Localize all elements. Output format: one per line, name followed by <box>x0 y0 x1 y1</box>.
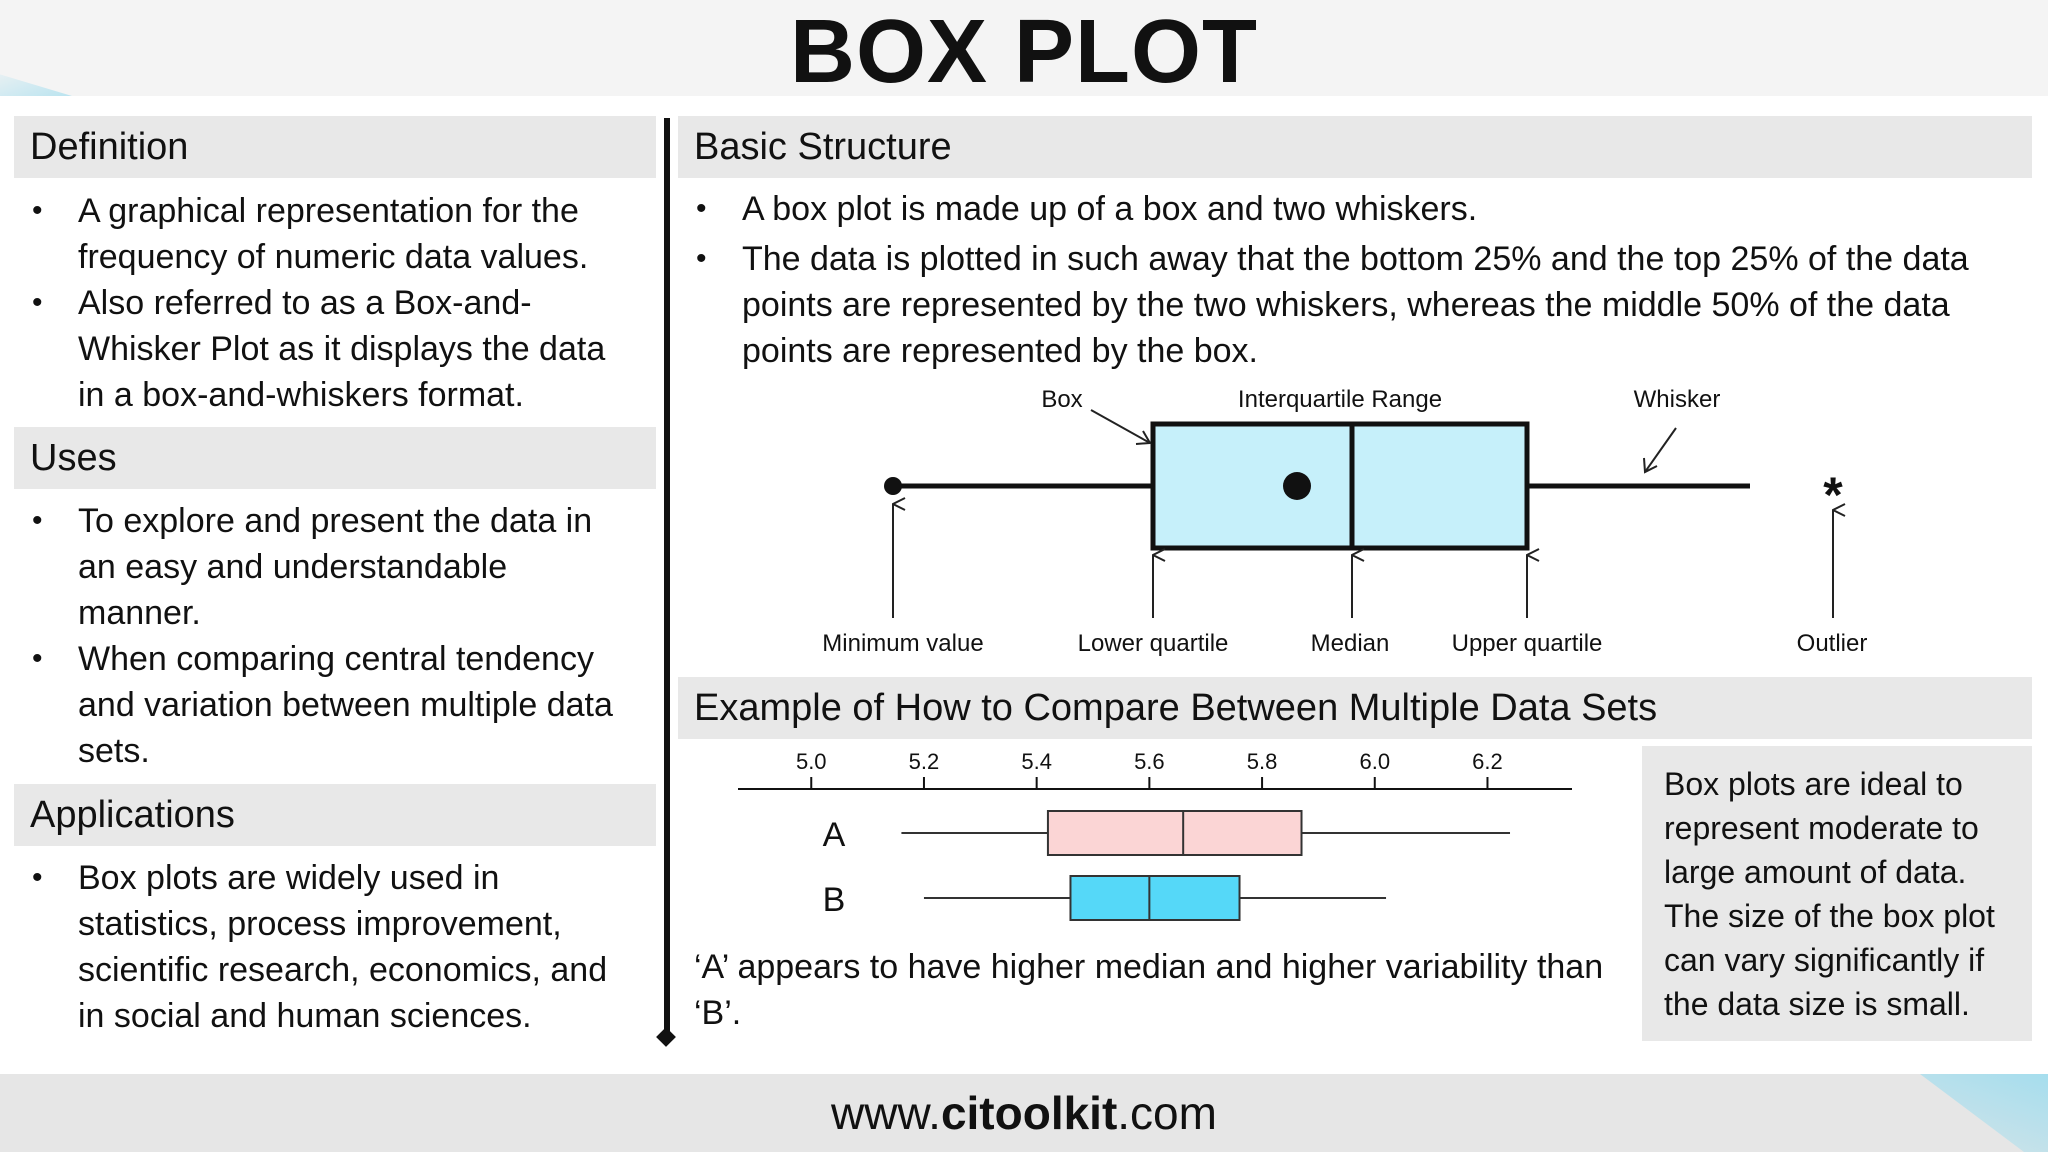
label-lower-quartile: Lower quartile <box>1077 630 1229 657</box>
x-tick-label: 5.6 <box>1134 749 1165 774</box>
basic-structure-header: Basic Structure <box>678 116 2032 178</box>
label-iqr: Interquartile Range <box>1237 386 1443 413</box>
list-item: • A graphical representation for the frequency of numeric data values. <box>30 188 630 280</box>
list-item: • A box plot is made up of a box and two whiskers. <box>694 186 2024 232</box>
label-median: Median <box>1310 630 1390 657</box>
series-box <box>1048 811 1302 855</box>
page-title: BOX PLOT <box>789 2 1259 102</box>
footer-url-suffix: .com <box>1117 1087 1217 1139</box>
label-upper-quartile: Upper quartile <box>1451 630 1603 657</box>
list-item: • Also referred to as a Box-and-Whisker Plot as it displays the data in a box-and-whiskers format. <box>30 280 630 418</box>
x-tick-label: 5.8 <box>1246 749 1278 774</box>
x-tick-label: 5.2 <box>908 749 940 774</box>
outlier-symbol: * <box>1823 467 1843 523</box>
footer-url-brand: citoolkit <box>940 1087 1118 1139</box>
x-tick-label: 6.0 <box>1359 749 1391 774</box>
example-caption: ‘A’ appears to have higher median and higher variability than ‘B’. <box>694 948 1604 1032</box>
label-box: Box <box>1041 386 1083 413</box>
list-item: • The data is plotted in such away that the bottom 25% and the top 25% of the data points are represented by the two whiskers, whereas the middle 50% of the data points are represented by the box. <box>694 236 2024 374</box>
list-item: • When comparing central tendency and variation between multiple data sets. <box>30 636 630 774</box>
x-tick-label: 6.2 <box>1472 749 1503 774</box>
label-outlier: Outlier <box>1796 630 1868 657</box>
series-label: B <box>822 881 846 919</box>
list-item: • To explore and present the data in an easy and understandable manner. <box>30 498 630 636</box>
example-header: Example of How to Compare Between Multiple Data Sets <box>678 677 2032 739</box>
series-box <box>1070 876 1239 920</box>
definition-header: Definition <box>14 116 656 178</box>
uses-header: Uses <box>14 427 656 489</box>
applications-header: Applications <box>14 784 656 846</box>
x-tick-label: 5.0 <box>795 749 827 774</box>
label-min: Minimum value <box>822 630 984 657</box>
list-item: • Box plots are widely used in statistics, process improvement, scientific research, economics, and in social and human sciences. <box>30 855 630 1039</box>
label-whisker: Whisker <box>1633 386 1721 413</box>
x-tick-label: 5.4 <box>1021 749 1052 774</box>
note-box: Box plots are ideal to represent moderate to large amount of data. The size of the box plot can vary significantly if the data size is small. <box>1642 746 2032 1041</box>
series-label: A <box>822 816 846 854</box>
footer-url-prefix: www. <box>831 1087 941 1139</box>
footer-url[interactable] <box>0 1074 2048 1152</box>
